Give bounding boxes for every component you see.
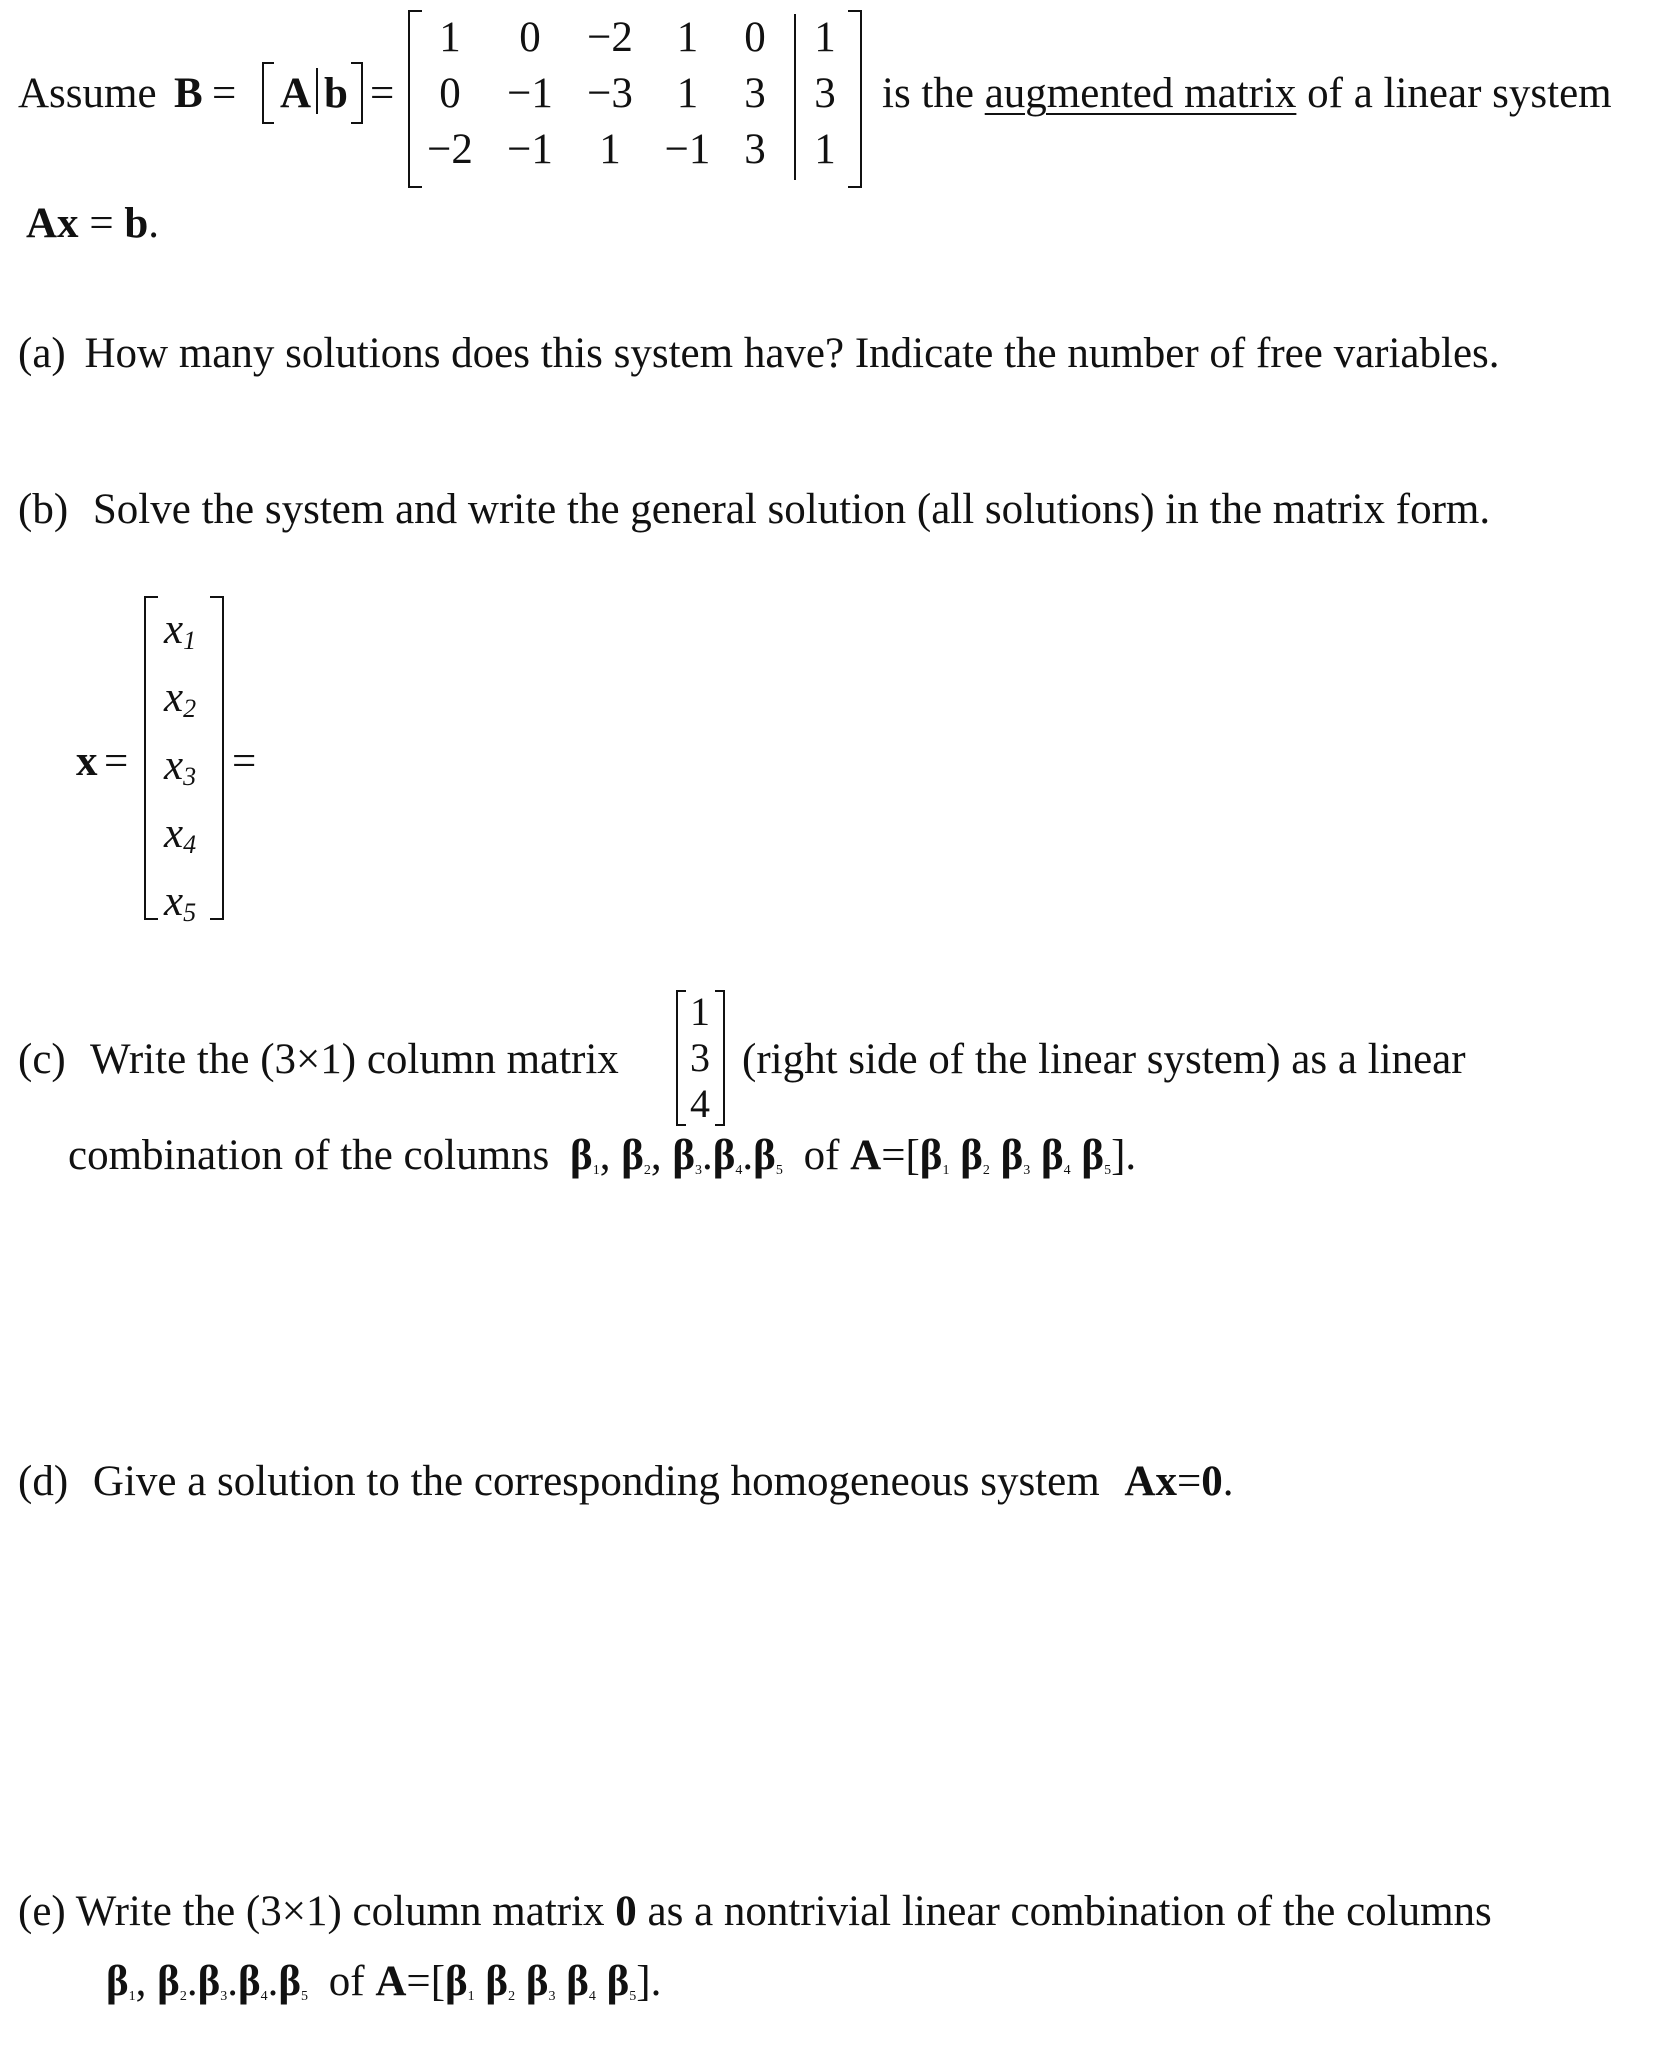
augmented-matrix-term: augmented matrix bbox=[984, 70, 1297, 117]
question-c-line2 bbox=[68, 1134, 1136, 1178]
question-e-text-post: as a nontrivial linear combination of the columns bbox=[647, 1888, 1492, 1935]
matrix-B-right-bracket bbox=[848, 10, 862, 188]
zero-vector: 0 bbox=[1201, 1458, 1223, 1505]
matrix-B-cell: −3 bbox=[587, 70, 633, 117]
question-b bbox=[18, 488, 1490, 531]
ab-right-bracket bbox=[351, 62, 363, 124]
A-columns-e: [β1 β2 β3 β4 β5] bbox=[430, 1958, 651, 2005]
question-e-text-pre: Write the (3×1) column matrix bbox=[75, 1888, 605, 1935]
x-vector-entry: $x_2$ bbox=[164, 674, 197, 723]
question-c-line2-text: combination of the columns bbox=[68, 1132, 550, 1179]
column-c-entry: 1 bbox=[690, 989, 710, 1034]
x-eq: = bbox=[104, 738, 129, 785]
c-dot: . bbox=[1125, 1132, 1137, 1179]
system-dot: . bbox=[148, 200, 159, 247]
matrix-B-cell: −2 bbox=[427, 126, 473, 173]
matrix-B-cell: 0 bbox=[519, 14, 541, 61]
system-eq: = bbox=[89, 200, 114, 247]
e-dot: . bbox=[650, 1958, 662, 2005]
matrix-B-cell: 0 bbox=[744, 14, 766, 61]
A-symbol: A bbox=[280, 70, 312, 117]
of-word: of bbox=[803, 1132, 840, 1179]
system-equation bbox=[26, 202, 159, 245]
question-e-line1 bbox=[18, 1890, 1492, 1933]
matrix-B-cell: 0 bbox=[439, 70, 461, 117]
matrix-B-augment-line bbox=[794, 14, 796, 180]
A-columns: [β1 β2 β3 β4 β5] bbox=[905, 1132, 1126, 1179]
question-d bbox=[18, 1460, 1233, 1503]
x-vector-entry: $x_1$ bbox=[164, 606, 197, 655]
column-c-right-bracket bbox=[715, 990, 725, 1126]
ab-separator bbox=[316, 68, 318, 114]
question-c-label: (c) bbox=[18, 1036, 66, 1083]
matrix-B-cell: 1 bbox=[814, 14, 836, 61]
column-c-entry: 4 bbox=[690, 1081, 710, 1126]
question-b-label: (b) bbox=[18, 486, 69, 533]
x-vector-entry: $x_4$ bbox=[164, 810, 197, 859]
matrix-B-cell: −1 bbox=[507, 70, 553, 117]
intro-tail-post: of a linear system bbox=[1307, 70, 1612, 117]
x-vector-entry: $x_3$ bbox=[164, 742, 197, 791]
question-a bbox=[18, 332, 1500, 375]
matrix-B-cell: −1 bbox=[664, 126, 711, 173]
A-matrix-symbol-e: A bbox=[375, 1958, 407, 2005]
question-c-text-post: (right side of the linear system) as a linear bbox=[742, 1036, 1466, 1083]
ab-left-bracket bbox=[262, 62, 274, 124]
zero-vector-e: 0 bbox=[615, 1888, 637, 1935]
A-eq: = bbox=[881, 1132, 906, 1179]
question-c-text-pre: Write the (3×1) column matrix bbox=[90, 1036, 619, 1083]
column-c-entry: 3 bbox=[690, 1035, 710, 1080]
Ax-symbol-d: Ax bbox=[1124, 1458, 1177, 1505]
x-eq-2: = bbox=[232, 738, 257, 785]
question-a-label: (a) bbox=[18, 330, 66, 377]
matrix-B-cell: 1 bbox=[676, 14, 699, 61]
question-e-line2 bbox=[106, 1960, 661, 2004]
beta-list: β1, β2, β3.β4.β5 bbox=[570, 1132, 783, 1179]
matrix-B-cell: 3 bbox=[814, 70, 836, 117]
matrix-B-cell: 3 bbox=[744, 126, 766, 173]
Ax-symbol: Ax bbox=[26, 200, 79, 247]
matrix-B-symbol: B bbox=[174, 70, 203, 117]
question-e-label: (e) bbox=[18, 1888, 66, 1935]
x-vector-right-bracket bbox=[210, 596, 224, 920]
d-dot: . bbox=[1222, 1458, 1234, 1505]
matrix-B-cell: −1 bbox=[507, 126, 553, 173]
d-eq: = bbox=[1176, 1458, 1202, 1505]
question-d-label: (d) bbox=[18, 1458, 69, 1505]
matrix-B-cell: −2 bbox=[587, 14, 633, 61]
assume-word: Assume bbox=[18, 70, 157, 117]
equals-sign-2: = bbox=[370, 70, 395, 117]
x-symbol: x bbox=[76, 738, 98, 785]
x-vector-left-bracket bbox=[144, 596, 158, 920]
question-d-text: Give a solution to the corresponding homogeneous system bbox=[92, 1458, 1100, 1505]
A-eq-e: = bbox=[406, 1958, 431, 2005]
of-word-e: of bbox=[328, 1958, 365, 2005]
A-matrix-symbol: A bbox=[850, 1132, 882, 1179]
beta-list-e: β1, β2.β3.β4.β5 bbox=[106, 1958, 309, 2005]
matrix-B-cell: 3 bbox=[744, 70, 766, 117]
matrix-B-cell: 1 bbox=[599, 126, 621, 173]
intro-tail-pre: is the bbox=[882, 70, 974, 117]
b-symbol: b bbox=[324, 70, 348, 117]
x-vector-entry: $x_5$ bbox=[164, 878, 197, 927]
matrix-B-cell: 1 bbox=[676, 70, 699, 117]
intro-tail bbox=[882, 72, 1612, 115]
b-vector: b bbox=[124, 200, 149, 247]
matrix-B-cell: 1 bbox=[439, 14, 461, 61]
matrix-B-cell: 1 bbox=[814, 126, 836, 173]
equals-sign: = bbox=[212, 70, 237, 117]
question-a-text: How many solutions does this system have? Indicate the number of free variables. bbox=[84, 330, 1500, 377]
question-b-text: Solve the system and write the general solution (all solutions) in the matrix form. bbox=[92, 486, 1491, 533]
